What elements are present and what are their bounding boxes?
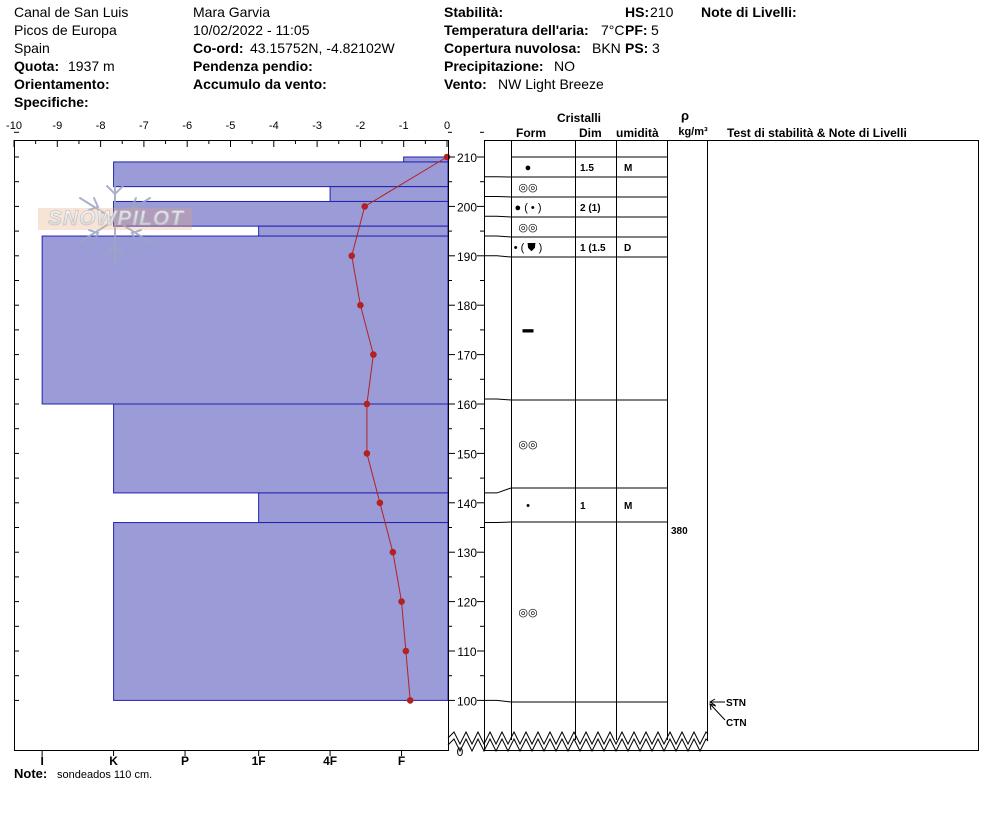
- ps-label: PS:: [625, 40, 649, 56]
- col-density-symbol: ρ: [680, 108, 690, 123]
- crystal-form: ● ( • ): [514, 202, 542, 214]
- temperature-point: [390, 549, 397, 556]
- note-label: Note:: [14, 766, 48, 781]
- crystal-row-connector: [484, 700, 511, 702]
- temperature-point: [407, 697, 414, 704]
- crystal-form: ◎◎: [518, 182, 538, 194]
- sky-value: BKN: [592, 40, 621, 56]
- crystal-form: ▬: [522, 323, 534, 336]
- slope-label: Pendenza pendio:: [193, 58, 313, 74]
- height-tick-label: 100: [456, 694, 478, 709]
- hardness-label: K: [109, 754, 118, 768]
- height-zero-label: 0: [456, 745, 464, 759]
- height-tick-label: 200: [456, 200, 478, 215]
- temperature-point: [348, 253, 355, 260]
- temp-tick-label: -3: [312, 120, 322, 132]
- height-tick-label: 160: [456, 398, 478, 412]
- hardness-label: P: [181, 754, 190, 768]
- crystal-dim: 1.5: [580, 163, 594, 174]
- crystal-row-connector: [484, 236, 511, 237]
- crystal-dim: 1: [580, 501, 586, 512]
- height-tick-label: 110: [457, 645, 477, 659]
- precip-value: NO: [554, 58, 575, 74]
- wind-value: NW Light Breeze: [498, 76, 604, 92]
- temp-tick-label: -1: [398, 120, 409, 132]
- elevation-label: Quota:: [14, 58, 60, 74]
- pf-value: 5: [651, 22, 659, 38]
- crystal-moisture: M: [624, 163, 633, 174]
- crystal-row-connector: [484, 216, 511, 217]
- hardness-layer-bars: [42, 157, 448, 700]
- height-axis-lines: [449, 140, 485, 751]
- note-value: sondeados 110 cm.: [57, 769, 153, 781]
- stability-label: Stabilità:: [444, 4, 504, 20]
- crystal-dim: 1 (1.5: [580, 243, 606, 254]
- height-tick-label: 170: [456, 348, 478, 363]
- temp-tick-label: -4: [268, 120, 279, 132]
- crystal-moisture: D: [624, 243, 632, 254]
- crystal-form: ◎◎: [518, 607, 538, 619]
- col-density-unit: kg/m³: [678, 126, 708, 138]
- temperature-point: [398, 598, 405, 605]
- test-stn: STN: [726, 698, 746, 709]
- col-form-header: Form: [516, 126, 546, 140]
- temp-tick-label: -7: [139, 120, 149, 132]
- temp-tick-label: -6: [182, 120, 193, 132]
- crystal-row-connector: [484, 256, 511, 257]
- height-tick-label: 180: [456, 299, 478, 314]
- temperature-point: [377, 500, 384, 507]
- hardness-layer-bar: [42, 236, 448, 404]
- temp-tick-label: -8: [95, 120, 106, 132]
- observation-datetime: 10/02/2022 - 11:05: [193, 22, 310, 38]
- crystal-form: ◎◎: [518, 439, 538, 451]
- hardness-layer-bar: [114, 162, 448, 187]
- temperature-point: [361, 203, 368, 210]
- air-temp-label: Temperatura dell'aria:: [444, 22, 589, 38]
- hardness-label: 4F: [323, 754, 338, 768]
- hs-value: 210: [650, 4, 674, 20]
- temperature-point: [370, 351, 377, 358]
- hardness-layer-bar: [330, 187, 448, 202]
- location-name: Canal de San Luis: [14, 4, 129, 20]
- temp-tick-label: -10: [6, 120, 22, 132]
- height-tick-label: 120: [456, 595, 478, 610]
- test-ctn: CTN: [726, 718, 747, 729]
- aspect-label: Orientamento:: [14, 76, 110, 92]
- crystals-header: Cristalli: [556, 111, 602, 125]
- col-dim-header: Dim: [579, 126, 602, 140]
- height-tick-label: 150: [456, 447, 478, 462]
- crystal-form: ◎◎: [518, 222, 538, 234]
- precip-label: Precipitazione:: [444, 58, 544, 74]
- col-tests-header: Test di stabilità & Note di Livelli: [727, 126, 907, 140]
- height-tick-label: 190: [456, 249, 478, 264]
- temp-tick-label: -2: [355, 120, 366, 132]
- col-moisture-header: umidità: [616, 126, 659, 140]
- temp-tick-label: -5: [225, 120, 236, 132]
- hardness-axis-labels: [40, 750, 405, 768]
- height-tick-label: 130: [456, 546, 478, 561]
- coord-value: 43.15752N, -4.82102W: [250, 40, 395, 56]
- crystal-row-connector: [484, 522, 511, 523]
- observer-name: Mara Garvia: [193, 4, 271, 20]
- height-tick-label: 210: [456, 151, 478, 165]
- sky-label: Copertura nuvolosa:: [444, 40, 581, 56]
- hardness-layer-bar: [259, 493, 448, 523]
- crystal-dim: 2 (1): [580, 203, 601, 214]
- pf-label: PF:: [625, 22, 648, 38]
- hardness-layer-bar: [259, 226, 448, 236]
- axis-break-zigzag-1: [448, 732, 708, 744]
- layer-notes-label: Note di Livelli:: [701, 4, 797, 20]
- crystals-table-frame: [484, 140, 979, 751]
- coord-label: Co-ord:: [193, 40, 244, 56]
- crystal-form: ●: [524, 162, 532, 174]
- specifics-label: Specifiche:: [14, 94, 89, 110]
- temperature-point: [364, 401, 371, 408]
- crystal-row-connector: [484, 399, 511, 400]
- country: Spain: [14, 40, 50, 56]
- temperature-point: [364, 450, 371, 457]
- temperature-point: [403, 648, 410, 655]
- crystal-moisture: M: [624, 501, 633, 512]
- hardness-layer-bar: [404, 157, 448, 162]
- wind-label: Vento:: [444, 76, 487, 92]
- elevation-value: 1937 m: [68, 58, 115, 74]
- hs-label: HS:: [625, 4, 650, 20]
- density-value: 380: [671, 526, 688, 537]
- temperature-point: [357, 302, 364, 309]
- stability-test-markers: [710, 698, 747, 729]
- hardness-layer-bar: [114, 404, 448, 493]
- crystal-form: • ( ⛊ ): [513, 242, 543, 254]
- temperature-tick-labels: [6, 120, 450, 147]
- mountain-range: Picos de Europa: [14, 22, 117, 38]
- temp-tick-label: -9: [52, 120, 63, 132]
- hardness-label: I: [40, 754, 44, 768]
- hardness-label: 1F: [251, 754, 266, 768]
- temp-tick-label: 0: [443, 120, 451, 132]
- wind-load-label: Accumulo da vento:: [193, 76, 327, 92]
- height-tick-label: 140: [456, 496, 478, 511]
- hardness-label: F: [397, 754, 406, 768]
- ps-value: 3: [652, 40, 660, 56]
- hardness-layer-bar: [114, 523, 448, 701]
- crystal-form: •: [526, 500, 530, 512]
- logo-text: SNOWPILOT: [47, 207, 185, 230]
- crystal-row-connector: [484, 488, 511, 493]
- air-temp-value: 7°C: [601, 22, 625, 38]
